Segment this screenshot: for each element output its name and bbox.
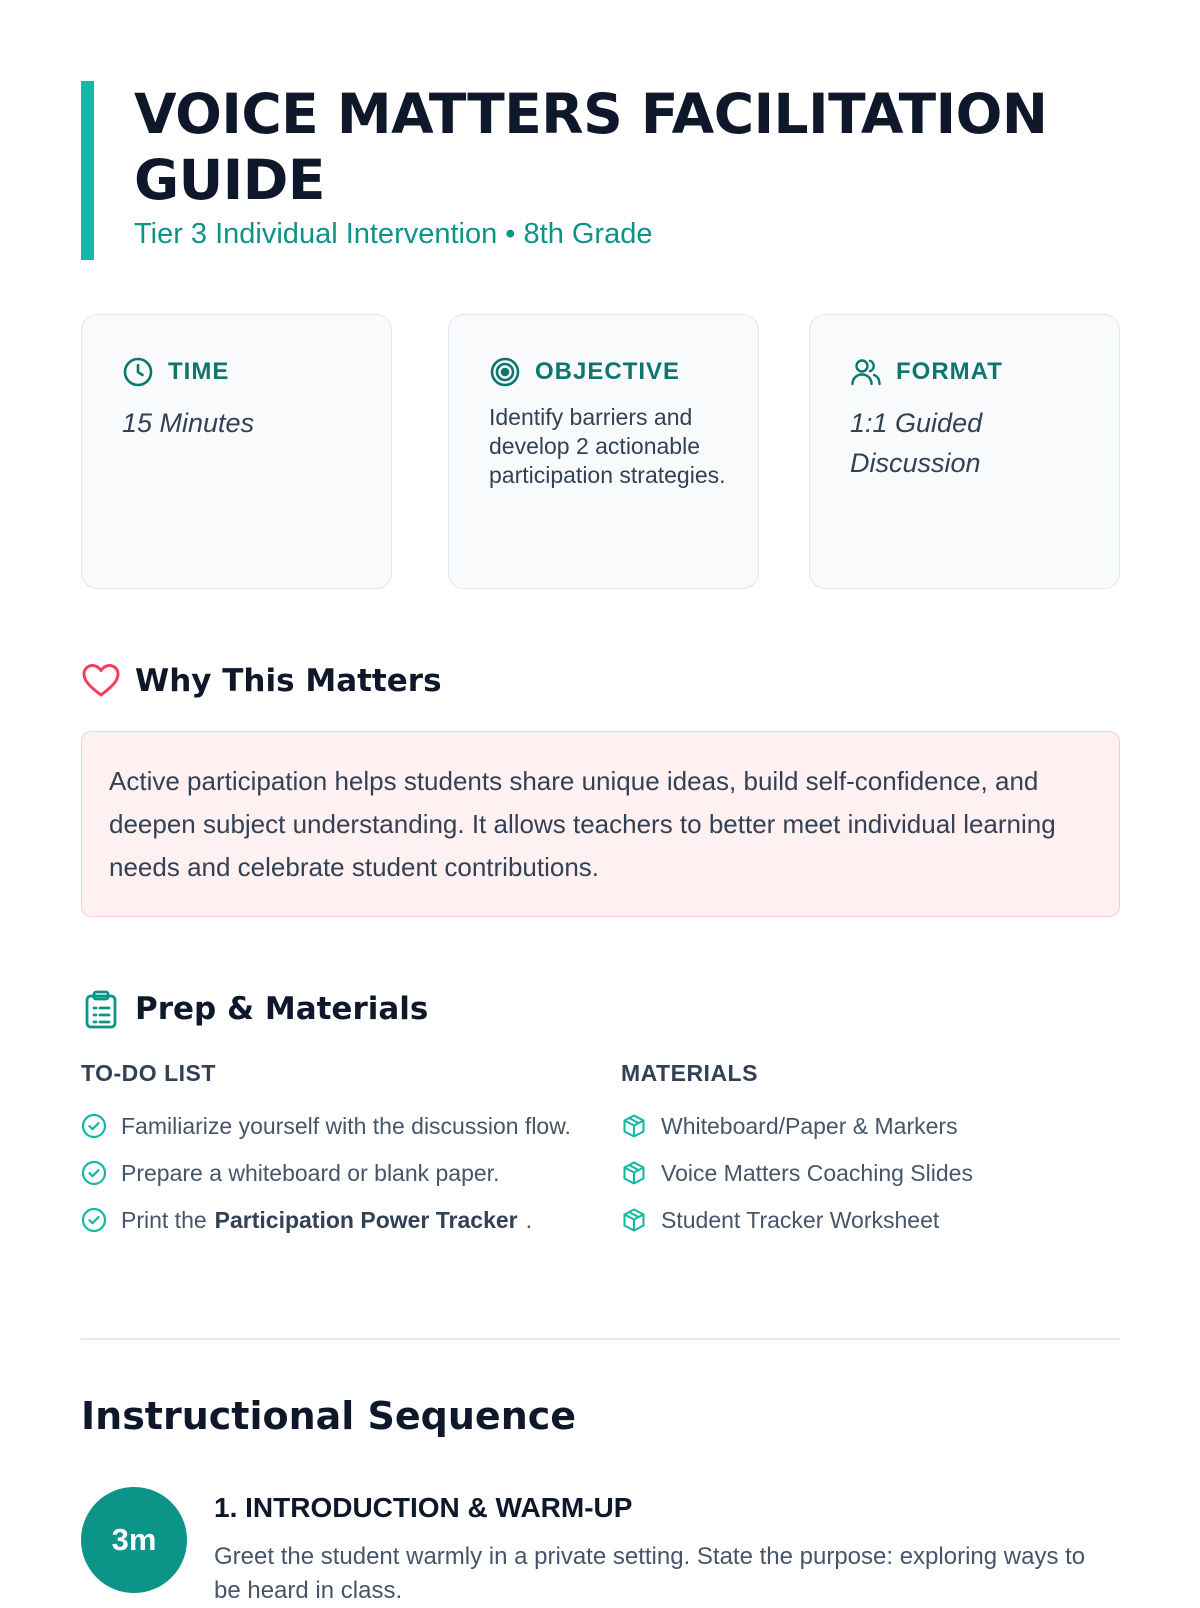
todo-item-text: Familiarize yourself with the discussion flow. xyxy=(121,1113,571,1139)
prep-heading-text: Prep & Materials xyxy=(135,991,429,1027)
material-item xyxy=(621,1204,1120,1237)
format-card xyxy=(809,314,1120,589)
why-heading xyxy=(81,661,442,701)
accent-bar xyxy=(81,81,94,260)
todo-item xyxy=(81,1110,581,1143)
tracker-name: Participation Power Tracker xyxy=(214,1207,518,1233)
heart-icon xyxy=(81,661,121,701)
time-label: TIME xyxy=(168,358,230,385)
time-value: 15 Minutes xyxy=(122,408,255,438)
step-title: 1. INTRODUCTION & WARM-UP xyxy=(214,1492,633,1523)
page-header xyxy=(81,81,1120,260)
package-icon xyxy=(621,1113,647,1139)
objective-value: Identify barriers and develop 2 actionable participation strategies. xyxy=(489,404,726,488)
users-icon xyxy=(850,356,882,388)
todo-list xyxy=(81,1110,581,1251)
materials-label: MATERIALS xyxy=(621,1060,758,1086)
section-divider xyxy=(81,1338,1120,1340)
material-item-text: Student Tracker Worksheet xyxy=(661,1207,940,1233)
check-circle-icon xyxy=(81,1113,107,1139)
todo-item xyxy=(81,1204,581,1237)
package-icon xyxy=(621,1207,647,1233)
page-subtitle: Tier 3 Individual Intervention • 8th Grade xyxy=(134,218,653,250)
todo-item-text: Prepare a whiteboard or blank paper. xyxy=(121,1160,500,1186)
todo-item xyxy=(81,1157,581,1190)
format-value: 1:1 Guided Discussion xyxy=(850,408,983,478)
sequence-heading: Instructional Sequence xyxy=(81,1394,577,1438)
step-duration-badge: 3m xyxy=(81,1487,187,1593)
material-item xyxy=(621,1157,1120,1190)
objective-card xyxy=(448,314,759,589)
package-icon xyxy=(621,1160,647,1186)
check-circle-icon xyxy=(81,1207,107,1233)
page-title: VOICE MATTERS FACILITATION GUIDE xyxy=(134,82,1048,212)
format-label: FORMAT xyxy=(896,358,1003,385)
objective-label: OBJECTIVE xyxy=(535,358,681,385)
prep-heading xyxy=(81,989,428,1029)
why-callout: Active participation helps students share unique ideas, build self-confidence, and deepen subject understanding. It allows teachers to better meet individual learning needs and celebrate student contributions. xyxy=(81,731,1120,917)
check-circle-icon xyxy=(81,1160,107,1186)
todo-item-end: . xyxy=(525,1207,532,1233)
target-icon xyxy=(489,356,521,388)
step-description: Greet the student warmly in a private setting. State the purpose: exploring ways to be heard in class. xyxy=(214,1543,1086,1604)
clipboard-icon xyxy=(81,989,121,1029)
materials-list xyxy=(621,1110,1120,1251)
todo-item-text: Print the xyxy=(121,1207,207,1233)
clock-icon xyxy=(122,356,154,388)
time-card xyxy=(81,314,392,589)
material-item xyxy=(621,1110,1120,1143)
material-item-text: Voice Matters Coaching Slides xyxy=(661,1160,973,1186)
material-item-text: Whiteboard/Paper & Markers xyxy=(661,1113,958,1139)
why-heading-text: Why This Matters xyxy=(135,663,442,699)
todo-label: TO-DO LIST xyxy=(81,1060,216,1086)
